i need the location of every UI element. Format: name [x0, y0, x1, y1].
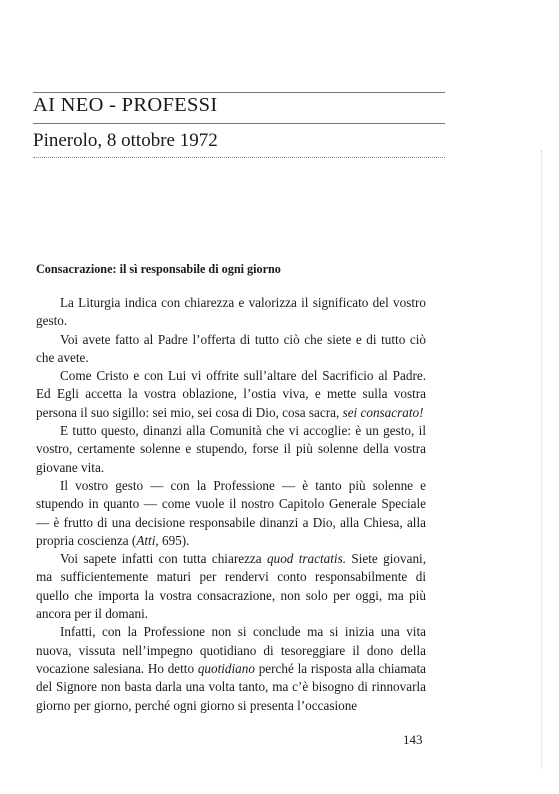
- subtitle-underline: [33, 157, 445, 158]
- section-heading: Consacrazione: il sì responsabile di ogni giorno: [36, 262, 281, 276]
- body-text: [36, 294, 426, 715]
- paragraph: [36, 294, 426, 331]
- top-rule: [33, 92, 445, 93]
- paragraph: [36, 623, 426, 714]
- page-number: 143: [403, 732, 423, 747]
- text-run: La Liturgia indica con chiarezza e valorizza il significato del vostro gesto.: [36, 295, 426, 329]
- paragraph: [36, 477, 426, 550]
- text-run: perché la risposta alla chiamata del Signore non basta darla una volta tanto, ma c’è bisogno di rinnovarla giorno per giorno, perché ogni giorno si presenta l’occasione: [36, 660, 426, 713]
- paragraph: [36, 367, 426, 422]
- text-run: Voi sapete infatti con tutta chiarezza: [60, 551, 268, 567]
- text-run: Infatti, con la Professione non si conclude ma si inizia una vita nuova, vissuta nell’impegno quotidiano di tesoreggiare il dono della vocazione salesiana. Ho detto: [36, 624, 426, 676]
- italic-text-run: sei consacrato!: [342, 404, 424, 420]
- place-date: Pinerolo, 8 ottobre 1972: [33, 130, 218, 151]
- page-edge-marks: [541, 150, 543, 770]
- text-run: Siete giovani, ma sufficientemente maturi per rendervi conto responsabilmente di quello che importa la vostra consacrazione, non solo per oggi, ma più ancora per il domani.: [36, 551, 426, 622]
- italic-text-run: Atti: [136, 532, 156, 548]
- title-underline: [33, 123, 445, 124]
- text-run: , 695).: [155, 532, 190, 548]
- paragraph: [36, 550, 426, 623]
- italic-text-run: quotidiano: [197, 660, 255, 676]
- paragraph: [36, 331, 426, 368]
- text-run: E tutto questo, dinanzi alla Comunità che vi accoglie: è un gesto, il vostro, certamente solenne e stupendo, forse il più solenne della vostra giovane vita.: [36, 423, 426, 475]
- page-title: AI NEO - PROFESSI: [33, 94, 218, 116]
- text-run: Il vostro gesto — con la Professione — è tanto più solenne e stupendo in quanto — come vuole il nostro Capitolo Generale Speciale — è frutto di una decisione responsabile dinanzi a Dio, alla Chiesa, alla propria coscienza (: [36, 477, 426, 548]
- paragraph: [36, 422, 426, 477]
- text-run: Come Cristo e con Lui vi offrite sull’altare del Sacrificio al Padre. Ed Egli accetta la vostra oblazione, l’ostia viva, e mette sulla vostra persona il suo sigillo: sei mio, sei cosa di Dio, cosa sacra,: [36, 368, 426, 420]
- text-run: Voi avete fatto al Padre l’offerta di tutto ciò che siete e di tutto ciò che avete.: [36, 331, 426, 365]
- italic-text-run: quod tractatis.: [267, 551, 347, 567]
